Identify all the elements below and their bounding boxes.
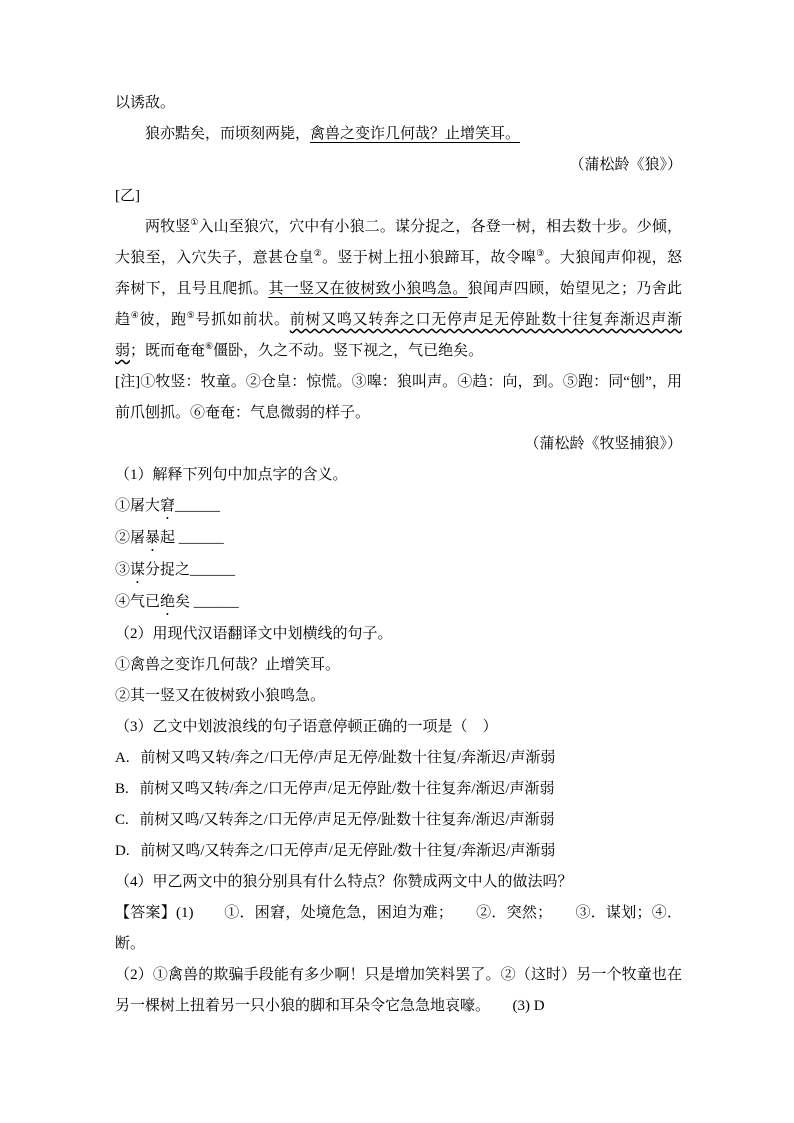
- question-3-option-b: [115, 774, 682, 805]
- question-1-item-4: [115, 587, 682, 619]
- text-segment-normal: 狼亦黠矣，而顷刻两毙，: [145, 126, 311, 142]
- yi-attribution: （蒲松龄《牧竖捕狼》）: [524, 436, 682, 452]
- text-segment-underline: 其一竖又在彼树致小狼鸣急。: [268, 281, 468, 297]
- text-segment-normal: ______: [175, 498, 221, 514]
- text-segment-dot: 窘: [160, 498, 176, 514]
- text-segment-dot: 绝: [160, 594, 176, 610]
- question-2-stem: （2）用现代汉语翻译文中划横线的句子。: [115, 626, 393, 642]
- yi-notes: [注]①牧竖：牧童。②仓皇：惊慌。③嗥：狼叫声。④趋：向，到。⑤跑：同“刨”，用前爪刨抓。⑥奄奄：气息微弱的样子。: [115, 374, 682, 421]
- question-2-item-2: ②其一竖又在彼树致小狼鸣急。: [115, 688, 326, 704]
- text-segment-normal: 僵卧，久之不动。竖下视之，气已绝矣。: [213, 343, 484, 359]
- text-segment-sup: ④: [130, 310, 140, 320]
- question-3-stem: （3）乙文中划波浪线的句子语意停顿正确的一项是（ ）: [115, 719, 498, 735]
- text-segment-sup: ⑤: [186, 310, 196, 320]
- option-c-text: 前树又鸣/又转奔之/口无停/声足无停/趾数十往复奔/渐迟/声渐弱: [139, 812, 555, 828]
- question-1-item-2: [115, 523, 682, 555]
- text-segment-normal: ①屠大: [115, 498, 161, 514]
- yi-section-label: [乙]: [115, 188, 140, 204]
- text-segment-dot: 暴: [145, 530, 161, 546]
- question-3-option-a: [115, 743, 682, 774]
- text-segment-normal: 起 ______: [160, 530, 224, 546]
- text-segment-sup: ②: [313, 248, 323, 258]
- jia-tail-line-1: 以诱敌。: [115, 95, 176, 111]
- text-segment-normal: 分捉之______: [145, 562, 236, 578]
- option-b-text: 前树又鸣又转/奔之/口无停声/足无停趾/数十往复奔/渐迟/声渐弱: [139, 781, 555, 797]
- text-segment-underline: 禽兽之变诈几何哉？止增笑耳。: [310, 126, 521, 142]
- question-4-stem: （4）甲乙两文中的狼分别具有什么特点？你赞成两文中人的做法吗？: [115, 874, 573, 890]
- option-c-label: C.: [115, 812, 129, 828]
- text-segment-normal: 彼，跑: [139, 312, 187, 328]
- text-segment-normal: ③: [115, 562, 131, 578]
- text-segment-sup: ⑥: [205, 341, 214, 351]
- text-segment-normal: 号抓如前状。: [195, 312, 290, 328]
- text-segment-normal: 狼闻声四顾，始望见之；乃舍此趋: [115, 281, 682, 328]
- text-segment-normal: ；既而奄奄: [130, 343, 206, 359]
- text-segment-normal: 。大狼闻声仰视，怒奔树下，且号且爬抓。: [115, 250, 682, 297]
- option-d-label: D.: [115, 843, 130, 859]
- text-segment-normal: ④气已: [115, 594, 161, 610]
- text-segment-normal: 入山至狼穴，穴中有小狼二。谋分捉之，各登一树，相去数十步。少倾，大狼至，入穴失子，意甚仓皇: [115, 219, 682, 266]
- option-a-text: 前树又鸣又转/奔之/口无停/声足无停/趾数十往复/奔渐迟/声渐弱: [140, 750, 556, 766]
- text-segment-normal: ②屠: [115, 530, 146, 546]
- option-b-label: B.: [115, 781, 129, 797]
- yi-passage: [115, 212, 682, 367]
- question-3-option-c: [115, 805, 682, 836]
- text-segment-sup: ③: [536, 248, 545, 258]
- text-segment-wavy: 前树又鸣又转奔之口无停声足无停趾数十往复奔渐迟声渐弱: [115, 312, 682, 359]
- text-segment-normal: 矣 ______: [175, 594, 239, 610]
- text-segment-sup: ①: [190, 217, 199, 227]
- jia-attribution: （蒲松龄《狼》）: [569, 157, 682, 173]
- jia-tail-line-2: [115, 119, 682, 150]
- question-1-item-1: [115, 491, 682, 523]
- option-a-label: A.: [115, 750, 130, 766]
- question-3-option-d: [115, 836, 682, 867]
- question-1-item-3: [115, 555, 682, 587]
- question-2-item-1: ①禽兽之变诈几何哉？止增笑耳。: [115, 657, 341, 673]
- answer-line-2: （2）①禽兽的欺骗手段能有多少啊！只是增加笑料罢了。②（这时）另一个牧童也在另一棵树上扭着另一只小狼的脚和耳朵令它急急地哀嚎。 (3) D: [115, 967, 682, 1014]
- question-1-stem: （1）解释下列句中加点字的含义。: [115, 467, 348, 483]
- text-segment-dot: 谋: [130, 562, 146, 578]
- option-d-text: 前树又鸣/又转奔之/口无停声/足无停趾/数十往复/奔渐迟/声渐弱: [140, 843, 556, 859]
- text-segment-normal: 。竖于树上扭小狼蹄耳，故令嗥: [322, 250, 537, 266]
- text-segment-normal: 两牧竖: [145, 219, 191, 235]
- answer-line-1: 【答案】(1) ①．困窘，处境危急，困迫为难； ②．突然； ③．谋划；④．断。: [115, 905, 682, 952]
